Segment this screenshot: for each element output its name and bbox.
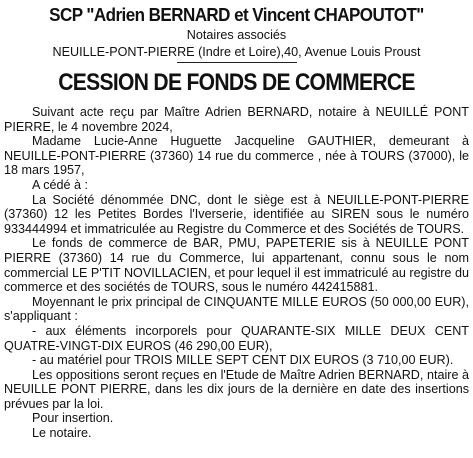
- paragraph-deed: Suivant acte reçu par Maître Adrien BERNARD, notaire à NEUILLÉ PONT PIERRE, le 4 novembre 2024,: [4, 105, 469, 134]
- header-divider: [177, 62, 297, 63]
- paragraph-business: Le fonds de commerce de BAR, PMU, PAPETERIE sis à NEUILLE PONT PIERRE (37360) 14 rue du Commerce, lui appartenant, connu sous le nom commercial LE P'TIT NOVILLACIEN, et pour lequel il est immatriculé au registre du commerce et des sociétés de TOURS, sous le numéro 442415881.: [4, 236, 469, 295]
- notice-body: [4, 105, 469, 441]
- paragraph-intangible: - aux éléments incorporels pour QUARANTE-SIX MILLE DEUX CENT QUATRE-VINGT-DIX EUROS (46 290,00 EUR),: [4, 323, 469, 353]
- paragraph-equipment: - au matériel pour TROIS MILLE SEPT CENT DIX EUROS (3 710,00 EUR).: [32, 353, 454, 368]
- paragraph-price: Moyennant le prix principal de CINQUANTE MILLE EUROS (50 000,00 EUR), s'appliquant :: [4, 294, 469, 324]
- paragraph-oppositions: Les oppositions seront reçues en l'Etude de Maître Adrien BERNARD, ntaire à NEUILLE PONT PIERRE, dans les dix jours de la dernière en date des insertions prévues par la loi.: [4, 367, 469, 411]
- notice-headline: CESSION DE FONDS DE COMMERCE: [58, 69, 415, 96]
- firm-name: SCP "Adrien BERNARD et Vincent CHAPOUTOT": [49, 4, 424, 25]
- firm-address: NEUILLE-PONT-PIERRE (Indre et Loire),40, Avenue Louis Proust: [52, 45, 421, 59]
- paragraph-transferred-to: A cédé à :: [32, 177, 89, 192]
- paragraph-buyer: La Société dénommée DNC, dont le siège est à NEUILLE-PONT-PIERRE (37360) 12 les Petites Bordes l'Iverserie, identifiée au SIREN sous le numéro 933444994 et immatriculée au Registre du Commerce et des Sociétés de TOURS.: [4, 192, 469, 236]
- firm-subtitle: Notaires associés: [186, 28, 287, 42]
- paragraph-seller: Madame Lucie-Anne Huguette Jacqueline GAUTHIER, demeurant à NEUILLE-PONT-PIERRE (37360) 14 rue du commerce , née à TOURS (37000), le 18 mars 1957,: [4, 134, 469, 178]
- paragraph-insertion: Pour insertion.: [32, 411, 114, 426]
- paragraph-signature: Le notaire.: [32, 426, 92, 441]
